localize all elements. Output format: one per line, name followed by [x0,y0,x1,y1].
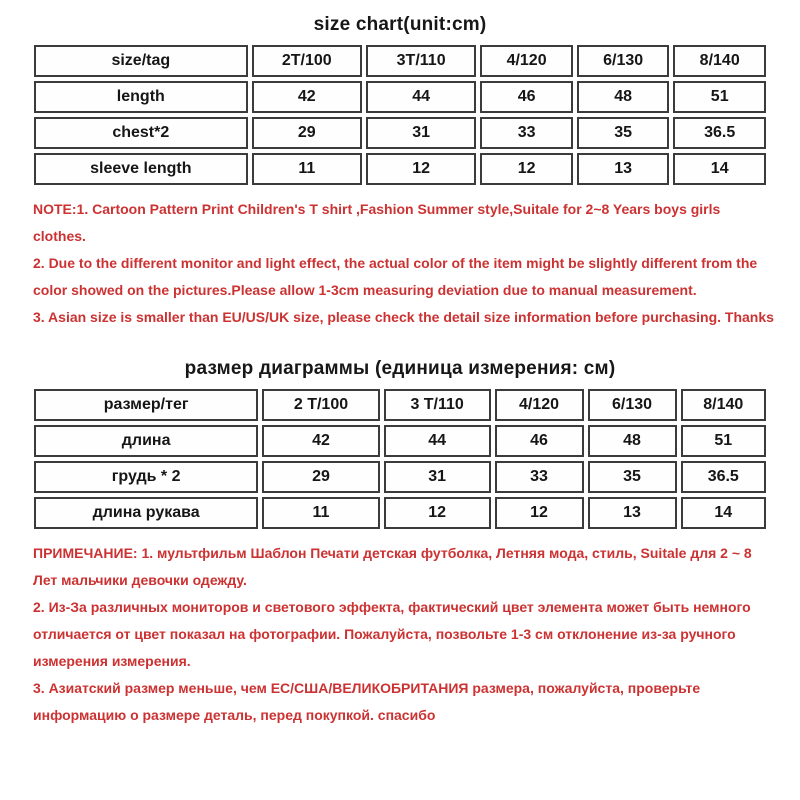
header-cell: 2T/100 [252,45,362,77]
size-chart-title-en: size chart(unit:cm) [313,14,487,35]
row-label-cell: sleeve length [34,153,248,185]
value-cell: 48 [588,425,677,457]
value-cell: 13 [577,153,670,185]
value-cell: 35 [577,117,670,149]
table-row-length [34,81,766,113]
table-row-sleeve-length [34,153,766,185]
header-cell: 8/140 [673,45,766,77]
value-cell: 12 [384,497,491,529]
value-cell: 33 [495,461,584,493]
notes-ru [33,540,775,729]
header-cell: 6/130 [577,45,670,77]
note-paragraph-3-en: 3. Asian size is smaller than EU/US/UK size, please check the detail size information before purchasing. Thanks [33,309,774,325]
value-cell: 29 [252,117,362,149]
header-cell: 8/140 [681,389,766,421]
value-cell: 14 [681,497,766,529]
header-cell: 4/120 [495,389,584,421]
note-paragraph-2-ru: 2. Из-За различных мониторов и светового эффекта, фактический цвет элемента может быть немного отличается от цвет показал на фотографии. Пожалуйста, позвольте 1-3 см отклонение из-за ручного измерения измерения. [33,599,751,669]
value-cell: 11 [262,497,379,529]
value-cell: 12 [366,153,476,185]
value-cell: 36.5 [673,117,766,149]
value-cell: 44 [384,425,491,457]
table-row-chest [34,117,766,149]
table-header-row [34,389,766,421]
value-cell: 29 [262,461,379,493]
row-label-cell: chest*2 [34,117,248,149]
header-cell: 6/130 [588,389,677,421]
value-cell: 42 [252,81,362,113]
size-table-ru [30,385,770,533]
size-chart-title-ru: размер диаграммы (единица измерения: см) [184,358,616,379]
value-cell: 35 [588,461,677,493]
value-cell: 13 [588,497,677,529]
row-label-cell: длина [34,425,258,457]
note-paragraph-2-en: 2. Due to the different monitor and light effect, the actual color of the item might be slightly different from the color showed on the pictures.Please allow 1-3cm measuring deviation due to manual measurement. [33,255,758,298]
header-cell: 4/120 [480,45,573,77]
value-cell: 31 [384,461,491,493]
table-header-row [34,45,766,77]
header-cell: 3 Т/110 [384,389,491,421]
value-cell: 44 [366,81,476,113]
value-cell: 31 [366,117,476,149]
header-cell: 2 Т/100 [262,389,379,421]
notes-en [33,196,775,331]
value-cell: 33 [480,117,573,149]
row-label-cell: грудь * 2 [34,461,258,493]
value-cell: 42 [262,425,379,457]
header-cell-size-tag: размер/тег [34,389,258,421]
value-cell: 12 [495,497,584,529]
note-paragraph-1-ru: ПРИМЕЧАНИЕ: 1. мультфильм Шаблон Печати детская футболка, Летняя мода, стиль, Suitale для 2 ~ 8 Лет мальчики девочки одежду. [33,545,752,588]
value-cell: 12 [480,153,573,185]
table-row-sleeve-length [34,497,766,529]
value-cell: 14 [673,153,766,185]
note-paragraph-3-ru: 3. Азиатский размер меньше, чем ЕС/США/ВЕЛИКОБРИТАНИЯ размера, пожалуйста, проверьте информацию о размере деталь, перед покупкой. спасибо [33,680,701,723]
value-cell: 51 [673,81,766,113]
value-cell: 11 [252,153,362,185]
note-paragraph-1-en: NOTE:1. Cartoon Pattern Print Children's T shirt ,Fashion Summer style,Suitale for 2~8 Years boys girls clothes. [33,201,721,244]
table-row-chest [34,461,766,493]
row-label-cell: длина рукава [34,497,258,529]
table-row-length [34,425,766,457]
value-cell: 46 [495,425,584,457]
value-cell: 48 [577,81,670,113]
value-cell: 36.5 [681,461,766,493]
row-label-cell: length [34,81,248,113]
header-cell-size-tag: size/tag [34,45,248,77]
value-cell: 51 [681,425,766,457]
size-chart-section-en [30,14,774,331]
header-cell: 3T/110 [366,45,476,77]
size-chart-section-ru [30,358,770,729]
value-cell: 46 [480,81,573,113]
size-table-en [30,41,770,189]
